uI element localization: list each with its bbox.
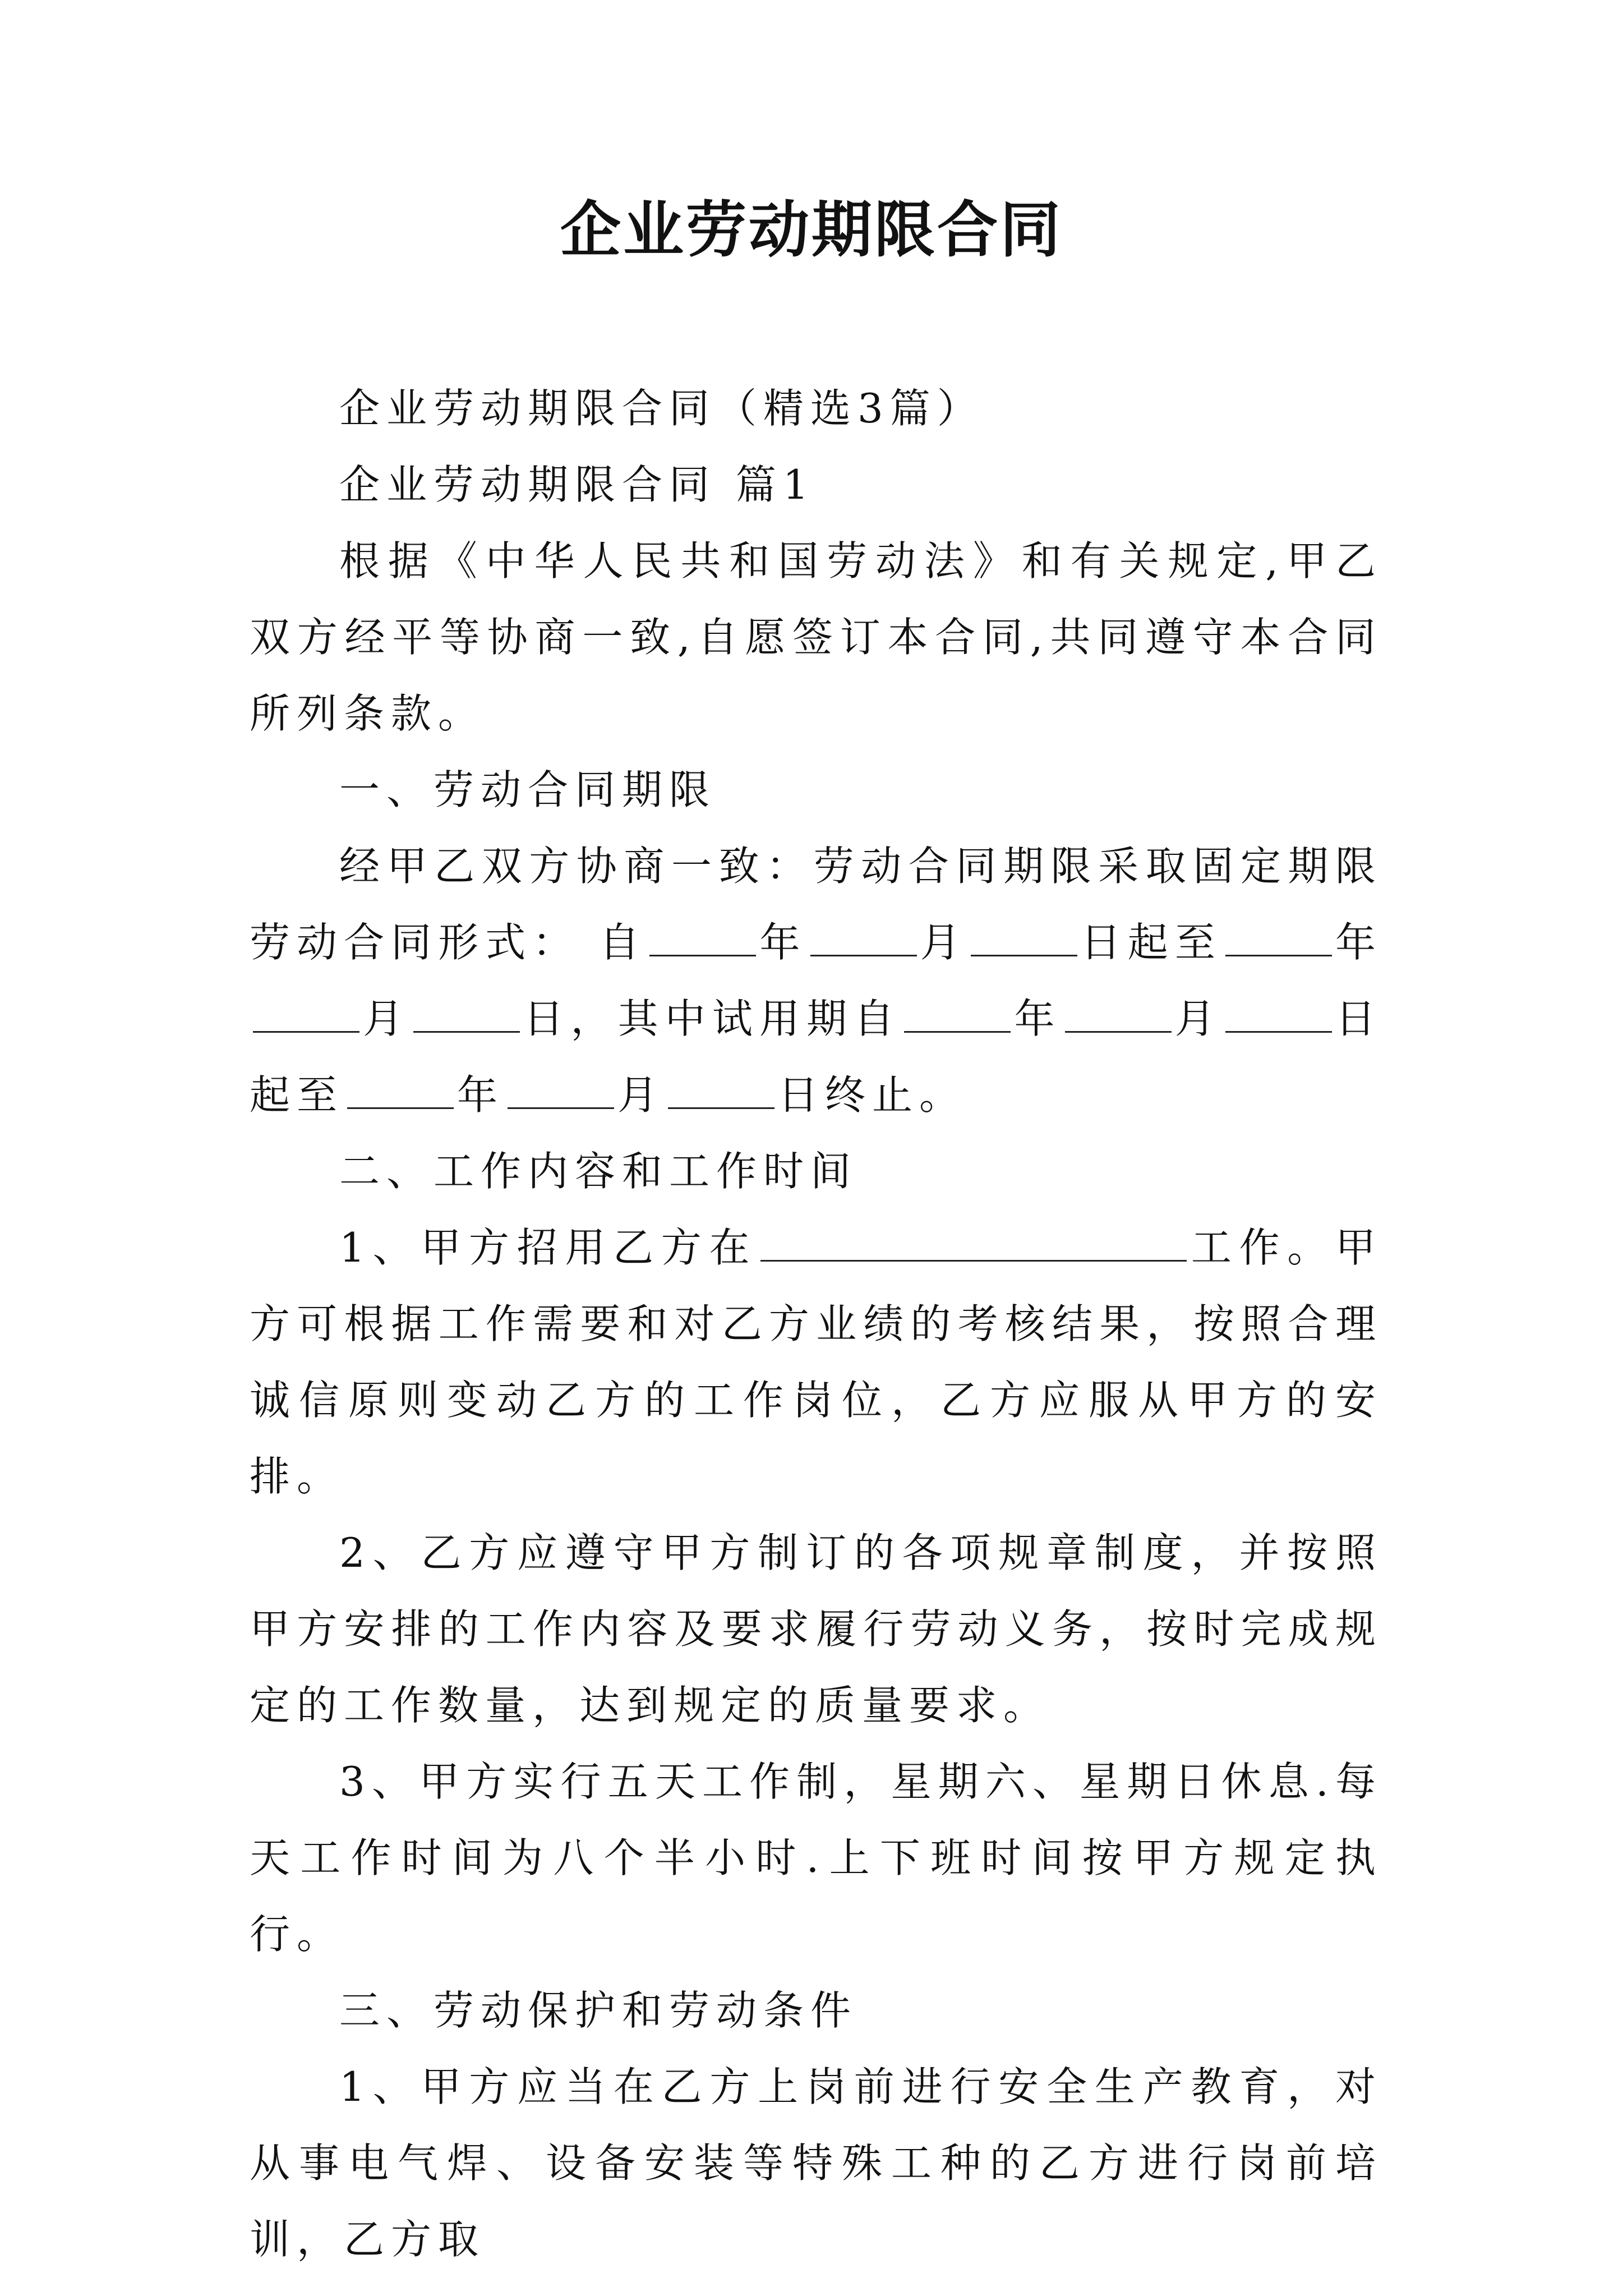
heading-labor-protection: 三、劳动保护和劳动条件 — [339, 1987, 858, 2034]
paragraph-work-3: 3、甲方实行五天工作制，星期六、星期日休息.每天工作时间为八个半小时.上下班时间按甲方规定执行。 — [250, 1758, 1382, 1958]
blank-field — [649, 920, 756, 956]
work-1-lead: 1、甲方招用乙方在 — [339, 1224, 758, 1271]
blank-field — [253, 996, 359, 1033]
paragraph-intro: 根据《中华人民共和国劳动法》和有关规定,甲乙双方经平等协商一致,自愿签订本合同,共同遵守本合同所列条款。 — [250, 537, 1382, 737]
paragraph-section-heading: 企业劳动期限合同 篇1 — [339, 461, 815, 508]
term-month-label: 月 — [920, 919, 967, 966]
blank-field — [1225, 996, 1332, 1033]
document-title: 企业劳动期限合同 — [560, 195, 1063, 265]
heading-contract-term: 一、劳动合同期限 — [339, 766, 717, 813]
heading-work-content: 二、工作内容和工作时间 — [339, 1148, 858, 1195]
work-1-rest: 工作。甲方可根据工作需要和对乙方业绩的考核结果，按照合理诚信原则变动乙方的工作岗位，乙方应服从甲方的安排。 — [250, 1224, 1382, 1500]
term-month-label: 月 — [363, 995, 411, 1042]
term-probation-label: 日，其中试用期自 — [523, 995, 901, 1042]
blank-field-position — [760, 1225, 1187, 1262]
blank-field — [347, 1073, 454, 1109]
term-month-label: 月 — [617, 1071, 665, 1119]
document-body — [250, 370, 1382, 2277]
term-end-label: 日终止。 — [778, 1071, 967, 1119]
term-year-label: 年 — [1335, 919, 1382, 966]
paragraph-contract-term — [250, 828, 1382, 1133]
blank-field — [1225, 920, 1332, 956]
blank-field — [971, 920, 1077, 956]
term-year-label: 年 — [1014, 995, 1062, 1042]
term-day-start-label: 日起至 — [1080, 919, 1222, 966]
term-year-label: 年 — [759, 919, 807, 966]
blank-field — [1065, 996, 1172, 1033]
paragraph-subtitle: 企业劳动期限合同（精选3篇） — [339, 385, 984, 432]
blank-field — [668, 1073, 774, 1109]
paragraph-protection-1: 1、甲方应当在乙方上岗前进行安全生产教育，对从事电气焊、设备安装等特殊工种的乙方进行岗前培训，乙方取 — [250, 2063, 1382, 2263]
blank-field — [810, 920, 917, 956]
paragraph-work-2: 2、乙方应遵守甲方制订的各项规章制度，并按照甲方安排的工作内容及要求履行劳动义务，按时完成规定的工作数量，达到规定的质量要求。 — [250, 1529, 1382, 1729]
blank-field — [413, 996, 520, 1033]
blank-field — [904, 996, 1011, 1033]
term-year-label: 年 — [457, 1071, 505, 1119]
term-month-label: 月 — [1174, 995, 1222, 1042]
paragraph-work-1 — [250, 1209, 1382, 1515]
term-day-start-label: 日起至 — [250, 995, 1382, 1119]
blank-field — [508, 1073, 614, 1109]
term-intro-text: 经甲乙双方协商一致：劳动合同期限采取固定期限劳动合同形式： — [250, 843, 1382, 966]
term-from-text: 自 — [599, 919, 647, 966]
